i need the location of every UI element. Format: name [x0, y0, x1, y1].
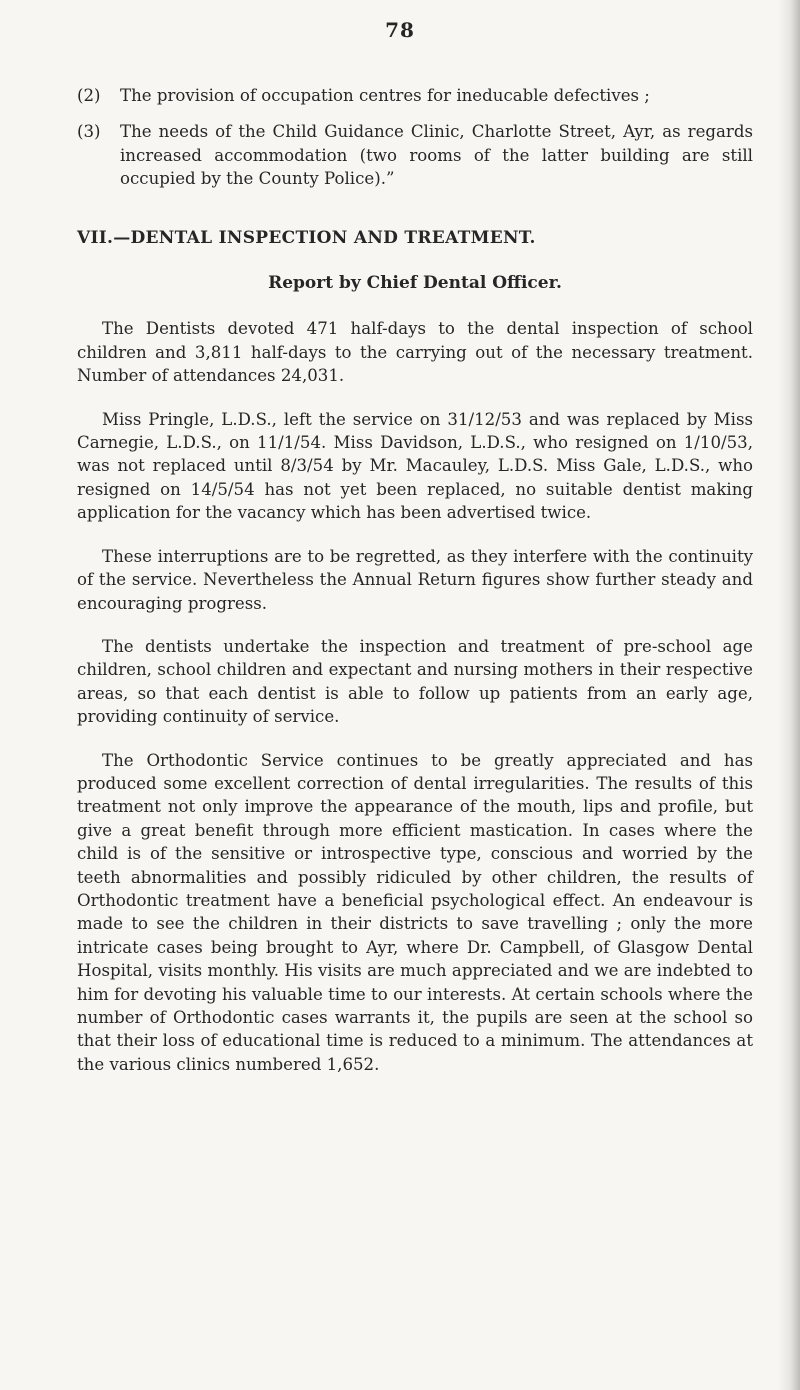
page-number: 78 [385, 18, 415, 42]
body-text [77, 84, 753, 1076]
list-item-text: The provision of occupation centres for ineducable defectives ; [120, 86, 650, 105]
paragraph-interruptions: These interruptions are to be regretted, as they interfere with the continuity of the service. Nevertheless the Annual Return figures show further steady and encouraging progress. [77, 546, 753, 613]
section-heading: VII.—DENTAL INSPECTION AND TREATMENT. [77, 227, 536, 248]
page-edge-shadow [778, 0, 800, 1390]
paragraph-orthodontic-service: The Orthodontic Service continues to be greatly appreciated and has produced some excellent correction of dental irregularities. The results of this treatment not only improve the appearance of the mouth, lips and profile, but give a great benefit through more efficient mastication. In cases where the child is of the sensitive or introspective type, conscious and worried by the teeth abnormalities and possibly ridiculed by other children, the results of Orthodontic treatment have a beneficial psychological effect. An endeavour is made to see the children in their districts to save travelling ; only the more intricate cases being brought to Ayr, where Dr. Campbell, of Glasgow Dental Hospital, visits monthly. His visits are much appreciated and we are indebted to him for devoting his valuable time to our interests. At certain schools where the number of Orthodontic cases warrants it, the pupils are seen at the school so that their loss of educational time is reduced to a minimum. The attendances at the various clinics numbered 1,652. [77, 750, 753, 1074]
report-sub-heading: Report by Chief Dental Officer. [268, 273, 562, 294]
paragraph-staff-changes: Miss Pringle, L.D.S., left the service on 31/12/53 and was replaced by Miss Carnegie, L.D.S., on 11/1/54. Miss Davidson, L.D.S., who resigned on 1/10/53, was not replaced until 8/3/54 by Mr. Macauley, L.D.S. Miss Gale, L.D.S., who resigned on 14/5/54 has not yet been replaced, no suitable dentist making application for the vacancy which has been advertised twice. [77, 409, 753, 523]
list-item-text: The needs of the Child Guidance Clinic, Charlotte Street, Ayr, as regards increased accommodation (two rooms of the latter building are still occupied by the County Police).” [120, 122, 753, 189]
list-item [77, 84, 753, 107]
paragraph-inspection-scope: The dentists undertake the inspection and treatment of pre-school age children, school children and expectant and nursing mothers in their respective areas, so that each dentist is able to follow up patients from an early age, providing continuity of service. [77, 636, 753, 727]
paragraph-dental-sessions: The Dentists devoted 471 half-days to the dental inspection of school children and 3,811 half-days to the carrying out of the necessary treatment. Number of attendances 24,031. [77, 319, 753, 386]
list-item-number: (3) [77, 122, 101, 142]
list-item-number: (2) [77, 86, 101, 105]
list-item [77, 120, 753, 190]
